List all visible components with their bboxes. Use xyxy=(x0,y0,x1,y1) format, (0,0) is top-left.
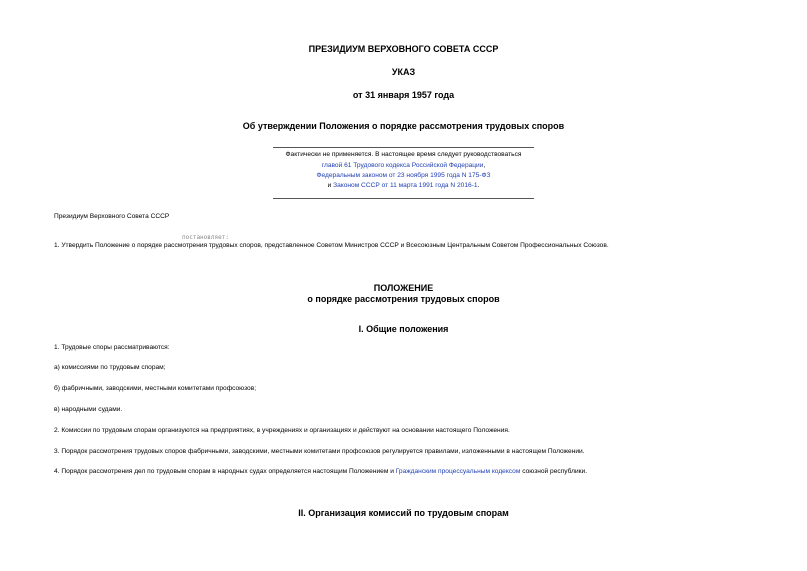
notice-line-2-tail: , xyxy=(483,162,486,169)
issuer-heading: ПРЕЗИДИУМ ВЕРХОВНОГО СОВЕТА СССР xyxy=(308,44,499,54)
regulation-heading: ПОЛОЖЕНИЕ xyxy=(373,283,434,293)
preamble-item-1: 1. Утвердить Положение о порядке рассмотрения трудовых споров, представленное Советом Министров СССР и Всесоюзным Центральным Советом Профессиональных Союзов. xyxy=(54,242,609,249)
notice-bottom-divider xyxy=(273,198,534,199)
document-title: Об утверждении Положения о порядке рассмотрения трудовых споров xyxy=(242,121,565,131)
notice-line-4 xyxy=(0,182,807,189)
civil-procedure-code-link[interactable]: Гражданским процессуальным кодексом xyxy=(395,468,521,475)
paragraph-3: 3. Порядок рассмотрения трудовых споров фабричными, заводскими, местными комитетами профсоюзов регулируется правилами, изложенными в настоящем Положении. xyxy=(54,448,585,455)
paragraph-1c: в) народными судами. xyxy=(54,406,123,413)
section-2-heading: II. Организация комиссий по трудовым спорам xyxy=(298,508,509,518)
decree-date: от 31 января 1957 года xyxy=(352,90,455,100)
regulation-subheading: о порядке рассмотрения трудовых споров xyxy=(307,294,500,304)
preamble-resolves: постановляет: xyxy=(182,234,229,241)
notice-line-3 xyxy=(0,172,807,179)
notice-line-4-tail: . xyxy=(477,182,480,189)
paragraph-4-tail: союзной республики. xyxy=(520,468,588,475)
section-1-heading: I. Общие положения xyxy=(358,324,449,334)
preamble-issuer: Президиум Верховного Совета СССР xyxy=(54,213,170,220)
paragraph-2: 2. Комиссии по трудовым спорам организуются на предприятиях, в учреждениях и организациях и действуют на основании настоящего Положения. xyxy=(54,427,510,434)
ussr-law-link[interactable]: Законом СССР от 11 марта 1991 года N 2016-1 xyxy=(333,182,478,189)
federal-law-link[interactable]: Федеральным законом от 23 ноября 1995 года N 175-ФЗ xyxy=(316,172,491,179)
paragraph-4-text: 4. Порядок рассмотрения дел по трудовым спорам в народных судах определяется настоящим Положением и xyxy=(54,468,396,475)
notice-line-4-prefix: и xyxy=(327,182,334,189)
notice-top-divider xyxy=(273,147,534,148)
notice-line-1: Фактически не применяется. В настоящее время следует руководствоваться xyxy=(285,151,522,158)
paragraph-1a: а) комиссиями по трудовым спорам; xyxy=(54,364,166,371)
labor-code-chapter-link[interactable]: главой 61 Трудового кодекса Российской Федерации xyxy=(321,162,484,169)
notice-line-2 xyxy=(0,162,807,169)
paragraph-1b: б) фабричными, заводскими, местными комитетами профсоюзов; xyxy=(54,385,257,392)
decree-heading: УКАЗ xyxy=(391,67,416,77)
paragraph-1: 1. Трудовые споры рассматриваются: xyxy=(54,344,170,351)
paragraph-4 xyxy=(54,468,587,475)
